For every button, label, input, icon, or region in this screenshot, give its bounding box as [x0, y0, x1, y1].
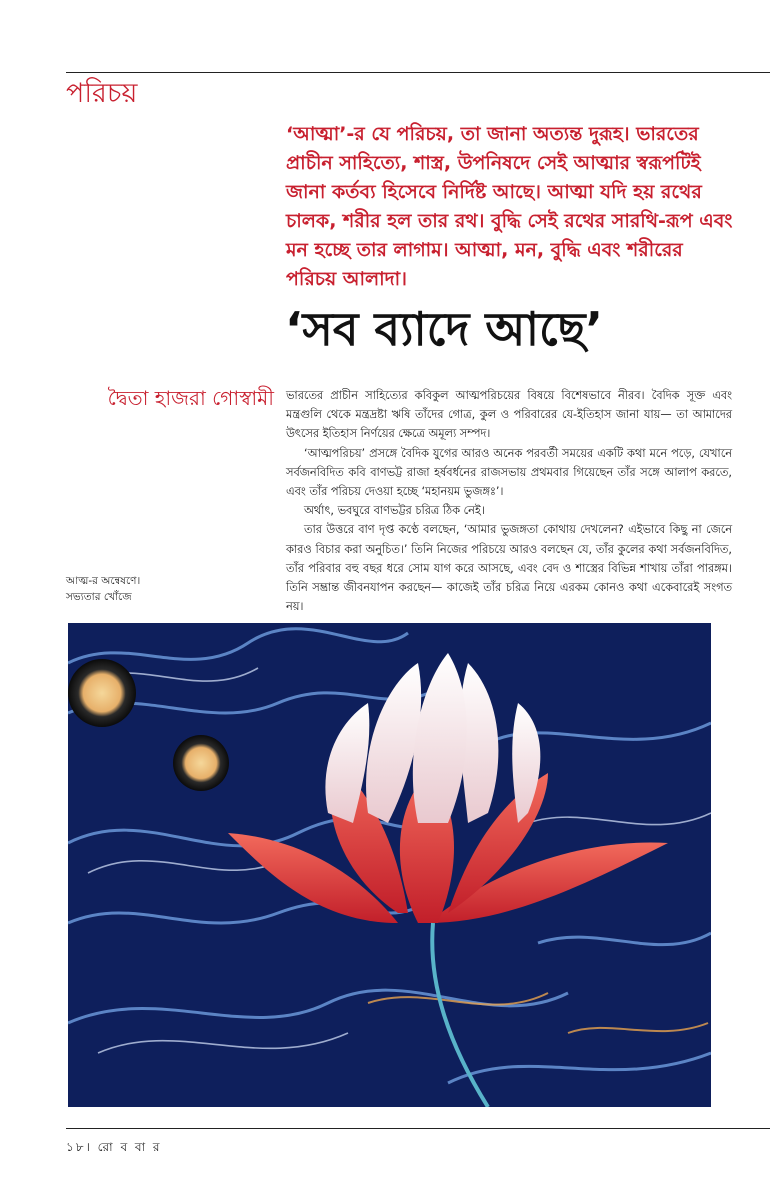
section-label: পরিচয়: [66, 78, 138, 109]
body-paragraph: ‘আত্মপরিচয়’ প্রসঙ্গে বৈদিক যুগের আরও অনেক পরবর্তী সময়ের একটি কথা মনে পড়ে, যেখানে সর্বজনবিদিত কবি বাণভট্ট রাজা হর্ষবর্ধনের রাজসভায় প্রথমবার গিয়েছেন তাঁর সঙ্গে আলাপ করতে, এবং তাঁর পরিচয় দেওয়া হচ্ছে ‘মহানয়ম ভুজঙ্গঃ’।: [286, 446, 732, 499]
lotus-artwork: [68, 623, 711, 1107]
image-caption: [66, 573, 206, 605]
bottom-rule: [66, 1128, 770, 1129]
body-paragraph: ভারতের প্রাচীন সাহিত্যের কবিকুল আত্মপরিচয়ের বিষয়ে বিশেষভাবে নীরব। বৈদিক সূক্ত এবং মন্ত্রগুলি থেকে মন্ত্রদ্রষ্টা ঋষি তাঁদের গোত্র, কুল ও পরিবারের যে-ইতিহাস জানা যায়— তা আমাদের উৎসের ইতিহাস নির্ণয়ের ক্ষেত্রে অমূল্য সম্পদ।: [286, 389, 732, 441]
body-paragraph: অর্থাৎ, ভবঘুরে বাণভট্টর চরিত্র ঠিক নেই।: [304, 504, 485, 518]
caption-line: আত্ম-র অন্বেষণে।: [66, 575, 141, 587]
page-footer: ১৮। রো ব বা র: [66, 1140, 162, 1154]
author-byline: দ্বৈতা হাজরা গোস্বামী: [107, 386, 274, 410]
lotus-painting: [68, 623, 711, 1107]
caption-line: সভ্যতার খোঁজে: [66, 591, 132, 603]
article-body: [286, 386, 732, 616]
intro-paragraph: ‘আত্মা’-র যে পরিচয়, তা জানা অত্যন্ত দুরূহ। ভারতের প্রাচীন সাহিত্যে, শাস্ত্র, উপনিষদে সেই আত্মার স্বরূপটিই জানা কর্তব্য হিসেবে নির্দিষ্ট আছে। আত্মা যদি হয় রথের চালক, শরীর হল তার রথ। বুদ্ধি সেই রথের সারথি-রূপ এবং মন হচ্ছে তার লাগাম। আত্মা, মন, বুদ্ধি এবং শরীরের পরিচয় আলাদা।: [286, 123, 733, 290]
body-paragraph: তার উত্তরে বাণ দৃপ্ত কণ্ঠে বলছেন, ‘আমার ভুজঙ্গতা কোথায় দেখলেন? এইভাবে কিছু না জেনে কারও বিচার করা অনুচিত।’ তিনি নিজের পরিচয়ে আরও বলছেন যে, তাঁর কুলের কথা সর্বজনবিদিত, তাঁর পরিবার বহু বছর ধরে সোম যাগ করে আসছে, এবং বেদ ও শাস্ত্রের বিভিন্ন শাখায় তাঁরা পারঙ্গম। তিনি সম্ভ্রান্ত জীবনযাপন করছেন— কাজেই তাঁর চরিত্র নিয়ে এরকম কোনও কথা একেবারেই সংগত নয়।: [286, 523, 732, 614]
headline: ‘সব ব্যাদে আছে’: [285, 302, 603, 356]
top-rule: [66, 72, 770, 73]
